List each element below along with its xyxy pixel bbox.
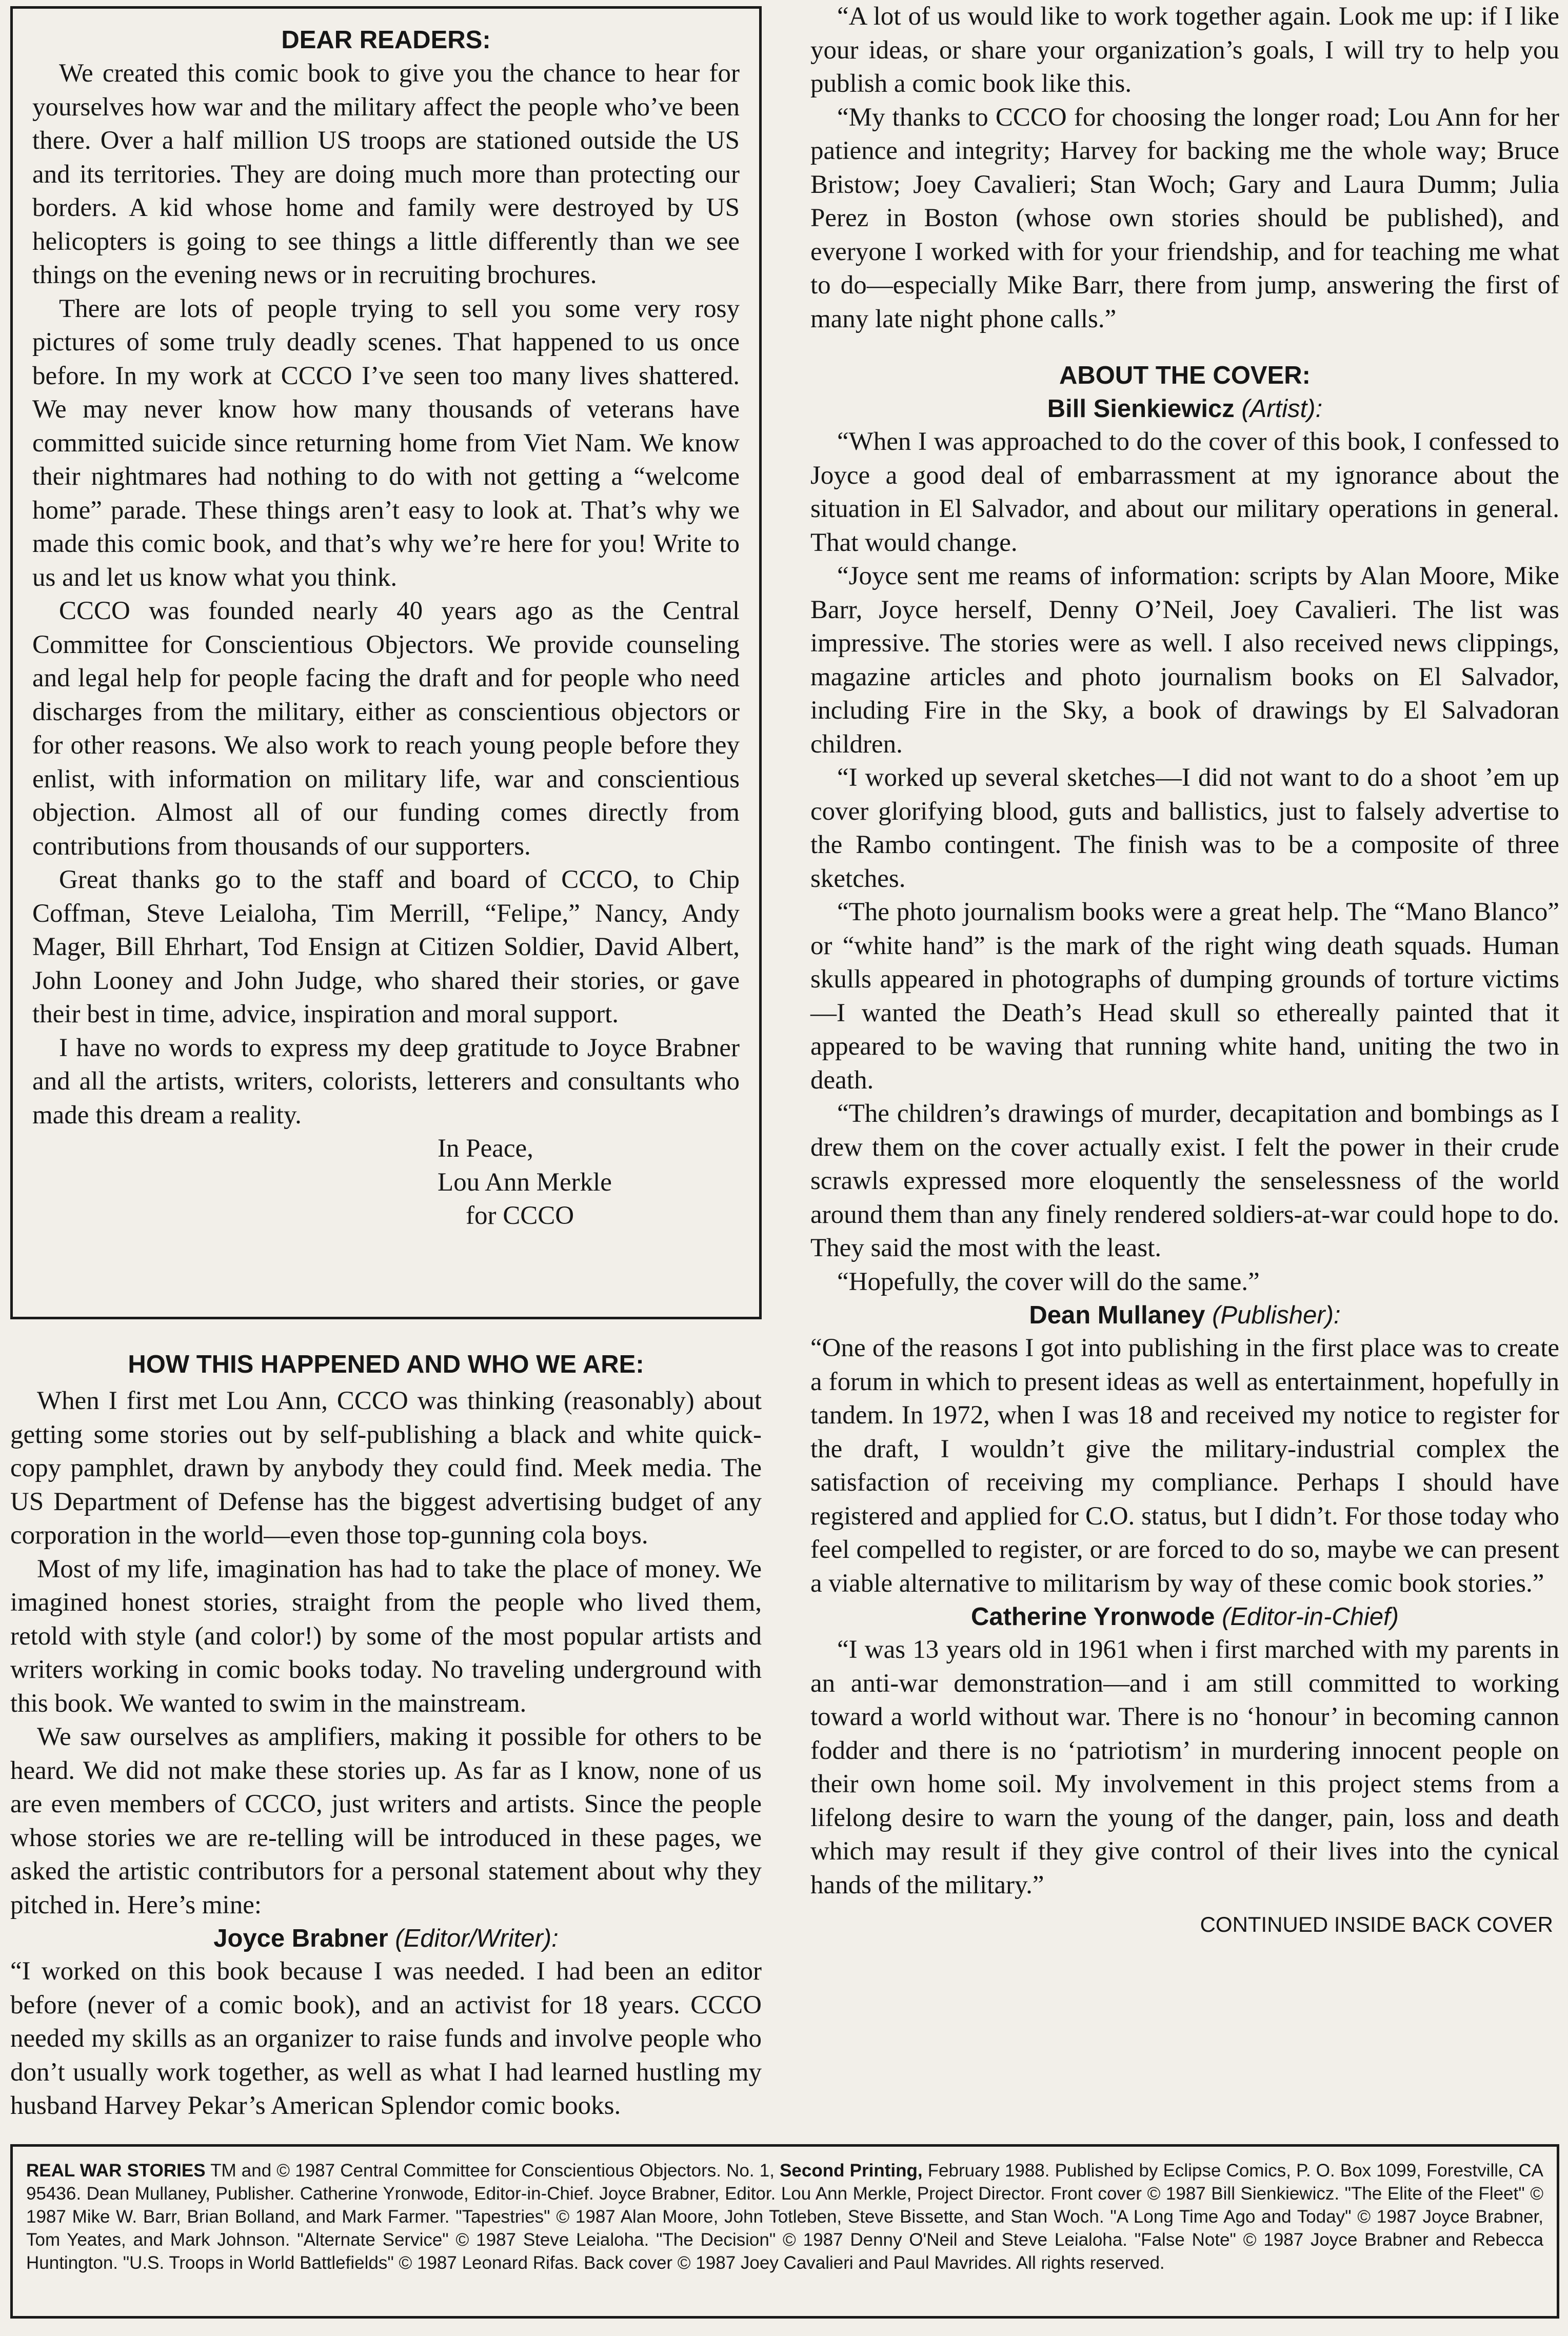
right-column <box>810 0 1559 1937</box>
dear-readers-title: DEAR READERS: <box>281 26 491 54</box>
indicia-text: February 1988. Published by Eclipse Comics, P. O. Box 1099, Forestville, CA 95436. Dean Mullaney, Publisher. Catherine Yronwode, Editor-in-Chief. Joyce Brabner, Editor. Lou Ann Merkle, Project Director. Front cover © 1987 Bill Sienkiewicz. "The Elite of the Fleet" © 1987 Mike W. Barr, Brian Bolland, and Mark Farmer. "Tapestries" © 1987 Alan Moore, John Totleben, Steve Bissette, and Stan Woch. "A Long Time Ago and Today" © 1987 Joyce Brabner, Tom Yeates, and Mark Johnson. "Alternate Service" © 1987 Steve Leialoha. "The Decision" © 1987 Denny O'Neil and Steve Leialoha. "False Note" © 1987 Joyce Brabner and Rebecca Huntington. "U.S. Troops in World Battlefields" © 1987 Leonard Rifas. Back cover © 1987 Joey Cavalieri and Paul Mavrides. All rights reserved. <box>26 2161 1543 2273</box>
bill-heading <box>810 392 1559 425</box>
dear-readers-paragraph: CCCO was founded nearly 40 years ago as the Central Committee for Conscientious Objectors. We provide counseling and legal help for people facing the draft and for people who need discharges from the military, either as conscientious objectors or for other reasons. We also work to reach young people before they enlist, with information on military life, war and conscientious objection. Almost all of our funding comes directly from contributions from thousands of our supporters. <box>32 597 740 861</box>
how-this-happened-title: HOW THIS HAPPENED AND WHO WE ARE: <box>128 1351 644 1378</box>
joyce-statement-continued: “A lot of us would like to work together again. Look me up: if I like your ideas, or share your organization’s goals, I will try to help you publish a comic book like this. <box>810 2 1559 98</box>
indicia-text: TM and © 1987 Central Committee for Conscientious Objectors. No. 1, <box>205 2161 780 2181</box>
signer-org: for CCCO <box>466 1201 574 1230</box>
bill-name: Bill Sienkiewicz <box>1047 395 1235 423</box>
left-column <box>10 0 762 2123</box>
indicia-printing: Second Printing, <box>780 2161 923 2181</box>
catherine-heading <box>810 1600 1559 1633</box>
indicia-title: REAL WAR STORIES <box>26 2161 206 2181</box>
how-paragraph: Most of my life, imagination has had to take the place of money. We imagined honest stories, straight from the people who lived them, retold with style (and color!) by some of the most popular artists and writers working in comic books today. No traveling underground with this book. We wanted to swim in the mainstream. <box>10 1554 762 1718</box>
joyce-statement-start: “I worked on this book because I was needed. I had been an editor before (never of a comic book), and an activist for 18 years. CCCO needed my skills as an organizer to raise funds and involve people who don’t usually work together, as well as what I had learned hustling my husband Harvey Pekar’s American Splendor comic books. <box>10 1957 762 2120</box>
dear-readers-paragraph: I have no words to express my deep gratitude to Joyce Brabner and all the artists, writers, colorists, letterers and consultants who made this dream a reality. <box>32 1033 740 1130</box>
about-cover-title: ABOUT THE COVER: <box>1059 362 1311 389</box>
how-paragraph: When I first met Lou Ann, CCCO was thinking (reasonably) about getting some stories out by self-publishing a black and white quick-copy pamphlet, drawn by anybody they could find. Meek media. The US Department of Defense has the biggest advertising budget of any corporation in the world—even those top-gunning cola boys. <box>10 1387 762 1550</box>
joyce-statement-thanks: “My thanks to CCCO for choosing the longer road; Lou Ann for her patience and integrity; Harvey for backing me the whole way; Bruce Bristow; Joey Cavalieri; Stan Woch; Gary and Laura Dumm; Julia Perez in Boston (whose own stories should be published), and everyone I worked with for your friendship, and for teaching me what to do—especially Mike Barr, there from jump, answering the first of many late night phone calls.” <box>810 103 1559 333</box>
bill-paragraph: “The children’s drawings of murder, decapitation and bombings as I drew them on the cover actually exist. I felt the power in their crude scrawls expressed more eloquently the senselessness of the world around them than any finely rendered soldiers-at-war could hope to do. They said the most with the least. <box>810 1099 1559 1262</box>
catherine-paragraph: “I was 13 years old in 1961 when i first marched with my parents in an anti-war demonstration—and i am still committed to working toward a world without war. There is no ‘honour’ in becoming cannon fodder and there is no ‘patriotism’ in murdering innocent people on their own home soil. My involvement in this project stems from a lifelong desire to warn the young of the danger, pain, loss and death which may result if they give control of their lives into the cynical hands of the military.” <box>810 1635 1559 1899</box>
catherine-role: (Editor-in-Chief) <box>1222 1603 1399 1631</box>
bill-paragraph: “Hopefully, the cover will do the same.” <box>837 1267 1260 1296</box>
bill-paragraph: “I worked up several sketches—I did not want to do a shoot ’em up cover glorifying blood, guts and ballistics, just to falsely advertise to the Rambo contingent. The finish was to be a composite of three sketches. <box>810 763 1559 893</box>
joyce-role: (Editor/Writer): <box>395 1925 559 1952</box>
dean-name: Dean Mullaney <box>1029 1301 1205 1329</box>
joyce-heading <box>10 1922 762 1955</box>
how-paragraph: We saw ourselves as amplifiers, making it possible for others to be heard. We did not make these stories up. As far as I know, none of us are even members of CCCO, just writers and artists. Since the people whose stories we are re-telling will be introduced in these pages, we asked the artistic contributors for a personal statement about why they pitched in. Here’s mine: <box>10 1723 762 1919</box>
signer-name: Lou Ann Merkle <box>438 1167 612 1197</box>
dean-role: (Publisher): <box>1212 1301 1341 1329</box>
dear-readers-paragraph: We created this comic book to give you the chance to hear for yourselves how war and the military affect the people who’ve been there. Over a half million US troops are stationed outside the US and its territories. They are doing much more than protecting our borders. A kid whose home and family were destroyed by US helicopters is going to see things a little differently than we see things on the evening news or in recruiting brochures. <box>32 59 740 289</box>
signoff: In Peace, <box>438 1134 533 1163</box>
how-this-happened-section <box>10 1348 762 2123</box>
dear-readers-box <box>10 6 762 1319</box>
continued-note: CONTINUED INSIDE BACK COVER <box>1200 1912 1553 1936</box>
dean-heading <box>810 1299 1559 1332</box>
catherine-name: Catherine Yronwode <box>970 1603 1215 1631</box>
dean-paragraph: “One of the reasons I got into publishing in the first place was to create a forum in which to present ideas as well as entertainment, hopefully in tandem. In 1972, when I was 18 and received my notice to register for the draft, I wouldn’t give the military-industrial complex the satisfaction of receiving my compliance. Perhaps I should have registered and applied for C.O. status, but I didn’t. For those today who feel compelled to register, or are forced to do so, maybe we can present a viable alternative to militarism by way of these comic book stories.” <box>810 1334 1559 1598</box>
dear-readers-paragraph: There are lots of people trying to sell you some very rosy pictures of some truly deadly scenes. That happened to us once before. In my work at CCCO I’ve seen too many lives shattered. We may never know how many thousands of veterans have committed suicide since returning home from Viet Nam. We know their nightmares had nothing to do with not getting a “welcome home” parade. These things aren’t easy to look at. That’s why we made this comic book, and that’s why we’re here for you! Write to us and let us know what you think. <box>32 294 740 592</box>
bill-paragraph: “When I was approached to do the cover of this book, I confessed to Joyce a good deal of embarrassment at my ignorance about the situation in El Salvador, and about our military operations in general. That would change. <box>810 427 1559 557</box>
dear-readers-paragraph: Great thanks go to the staff and board of CCCO, to Chip Coffman, Steve Leialoha, Tim Merrill, “Felipe,” Nancy, Andy Mager, Bill Ehrhart, Tod Ensign at Citizen Soldier, David Albert, John Looney and John Judge, who shared their stories, or gave their best in time, advice, inspiration and moral support. <box>32 865 740 1028</box>
bill-role: (Artist): <box>1241 395 1323 423</box>
bill-paragraph: “Joyce sent me reams of information: scripts by Alan Moore, Mike Barr, Joyce herself, Denny O’Neil, Joey Cavalieri. The list was impressive. The stories were as well. I also received news clippings, magazine articles and photo journalism books on El Salvador, including Fire in the Sky, a book of drawings by El Salvadoran children. <box>810 562 1559 759</box>
bill-paragraph: “The photo journalism books were a great help. The “Mano Blanco” or “white hand” is the mark of the right wing death squads. Human skulls appeared in photographs of dumping grounds of torture victims—I wanted the Death’s Head skull so ethereally painted that it appeared to be waving that running white hand, uniting the two in death. <box>810 898 1559 1095</box>
indicia-box <box>10 2144 1559 2319</box>
joyce-name: Joyce Brabner <box>213 1925 388 1952</box>
